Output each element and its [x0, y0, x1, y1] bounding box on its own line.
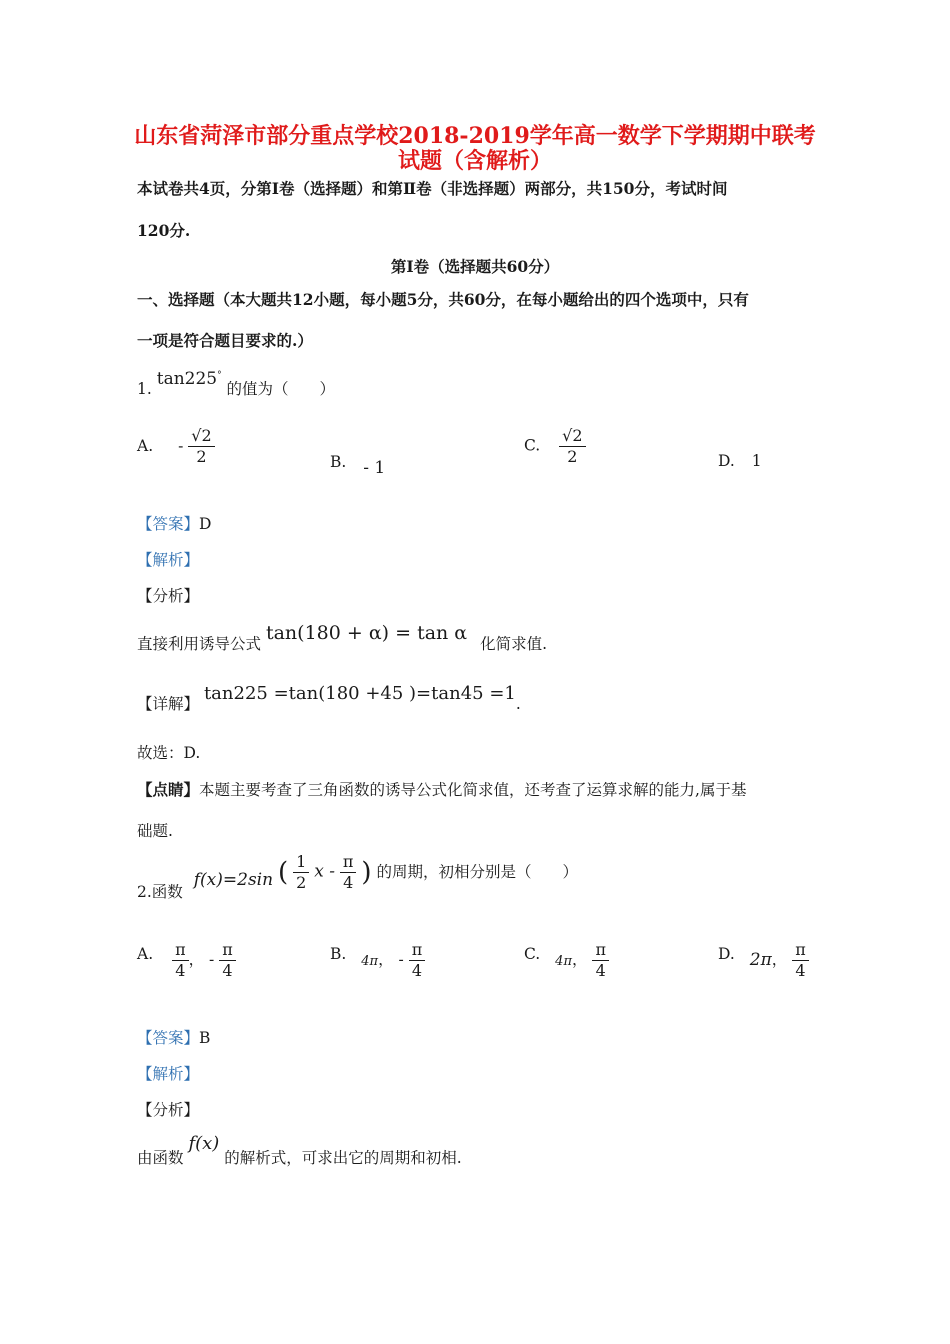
q1-answer-tag: 【答案】 — [137, 515, 200, 533]
section-instruction-line2: 一项是符合题目要求的.） — [137, 331, 313, 350]
q1-comment-line2: 础题. — [137, 822, 173, 840]
q2-answer — [137, 1026, 210, 1048]
q2-answer-tag: 【答案】 — [137, 1029, 200, 1047]
q1-answer — [137, 512, 211, 534]
q2-option-c: C. 4π， $\frac{\pi}{4}$ — [524, 940, 609, 981]
q2-analysis-tag: 【解析】 — [137, 1065, 200, 1083]
doc-title-line1: 山东省菏泽市部分重点学校2018-2019学年高一数学下学期期中联考 — [134, 123, 816, 149]
q2-fenxi-tag: 【分析】 — [137, 1101, 200, 1119]
q2-fenxi: 由函数 f(x) 的解析式，可求出它的周期和初相. — [137, 1133, 462, 1167]
q1-option-a: A. - $\frac{√2}{2}$ — [137, 426, 215, 467]
q1-fenxi-formula: tan(180 + α) = tan α — [265, 622, 468, 644]
doc-title-line2: 试题（含解析） — [397, 148, 552, 174]
q1-option-b: B. - 1 — [330, 453, 386, 478]
q2-stem: 2.函数 f(x)=2sin ( $\frac{1}{2}$ x - $\frac{\pi}{4}$ ) 的周期，初相分别是（ ） — [137, 852, 578, 901]
q1-comment-line1: 【点睛】本题主要考查了三角函数的诱导公式化简求值，还考查了运算求解的能力,属于基 — [137, 780, 747, 799]
q1-number: 1. — [137, 380, 152, 398]
section-heading: 第Ⅰ卷（选择题共60分） — [390, 257, 560, 276]
q2-answer-value: B — [199, 1029, 211, 1047]
q1-expression: tan225° — [156, 369, 222, 389]
q1-detail: 【详解】 tan225 =tan(180 +45 )=tan45 =1. — [137, 683, 521, 713]
q2-function: f(x)=2sin — [193, 869, 274, 890]
q1-answer-value: D — [199, 515, 212, 533]
q2-option-a: A. $\frac{\pi}{4}$ ， - $\frac{\pi}{4}$ — [137, 940, 236, 981]
q2-fenxi-func: f(x) — [188, 1133, 220, 1154]
q1-conclusion: 故选：D. — [137, 744, 201, 762]
intro-line2: 120分. — [137, 221, 191, 240]
q1-option-c: C. $\frac{√2}{2}$ — [524, 426, 586, 467]
q1-fenxi: 直接利用诱导公式 tan(180 + α) = tan α 化简求值. — [137, 622, 548, 653]
q1-detail-formula: tan225 =tan(180 +45 )=tan45 =1 — [203, 683, 516, 704]
q2-option-b: B. 4π， - $\frac{\pi}{4}$ — [330, 940, 425, 981]
intro-line1: 本试卷共4页，分第Ⅰ卷（选择题）和第Ⅱ卷（非选择题）两部分，共150分，考试时间 — [137, 179, 728, 198]
q1-fenxi-tag: 【分析】 — [137, 587, 200, 605]
q1-stem — [137, 369, 336, 399]
q1-suffix: 的值为（ ） — [226, 380, 336, 398]
q1-option-d: D. 1 — [718, 452, 762, 470]
section-instruction-line1: 一、选择题（本大题共12小题，每小题5分，共60分，在每小题给出的四个选项中，只有 — [137, 290, 749, 309]
q2-option-d: D. 2π， $\frac{\pi}{4}$ — [718, 940, 809, 981]
q1-analysis-tag: 【解析】 — [137, 551, 200, 569]
